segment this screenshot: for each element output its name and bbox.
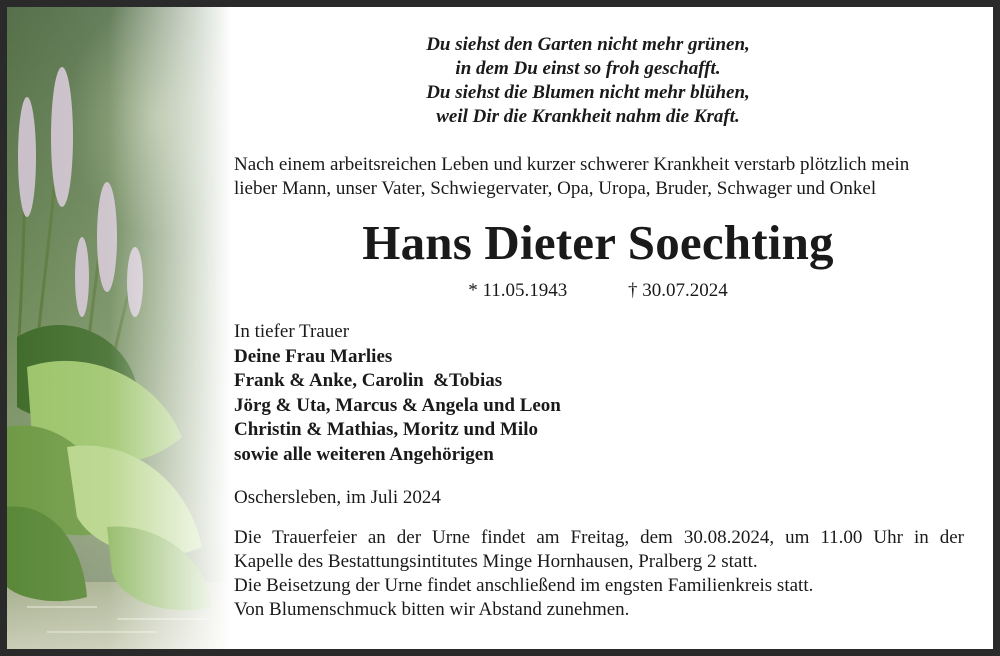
poem xyxy=(268,33,908,129)
mourners-lead: In tiefer Trauer xyxy=(234,321,350,342)
poem-line: in dem Du einst so froh geschafft. xyxy=(455,58,721,79)
mourner-line: Jörg & Uta, Marcus & Angela und Leon xyxy=(234,394,561,416)
poem-line: Du siehst den Garten nicht mehr grünen, xyxy=(426,34,750,55)
place-date: Oschersleben, im Juli 2024 xyxy=(234,487,441,508)
mourners xyxy=(234,320,834,467)
mourner-line: Deine Frau Marlies xyxy=(234,345,393,367)
birth-date: * 11.05.1943 xyxy=(468,280,568,301)
notice-line: Kapelle des Bestattungsintitutes Minge Hornhausen, Pralberg 2 statt. xyxy=(234,551,758,572)
poem-line: Du siehst die Blumen nicht mehr blühen, xyxy=(426,82,750,103)
deceased-name: Hans Dieter Soechting xyxy=(362,215,834,270)
notice-line: Die Trauerfeier an der Urne findet am Freitag, dem 30.08.2024, um 11.00 Uhr in der xyxy=(234,527,964,548)
death-date: † 30.07.2024 xyxy=(628,280,728,301)
notice-line: Die Beisetzung der Urne findet anschließend im engsten Familienkreis statt. xyxy=(234,575,814,596)
notice-line: Von Blumenschmuck bitten wir Abstand zunehmen. xyxy=(234,599,630,620)
intro-line: lieber Mann, unser Vater, Schwiegervater, Opa, Uropa, Bruder, Schwager und Onkel xyxy=(234,178,877,199)
life-dates xyxy=(228,279,968,303)
intro-text xyxy=(234,153,974,201)
funeral-notice xyxy=(234,526,964,622)
intro-line: Nach einem arbeitsreichen Leben und kurzer schwerer Krankheit verstarb plötzlich mein xyxy=(234,154,910,175)
poem-line: weil Dir die Krankheit nahm die Kraft. xyxy=(436,106,740,127)
mourner-line: Christin & Mathias, Moritz und Milo xyxy=(234,419,538,440)
mourner-line: Frank & Anke, Carolin &Tobias xyxy=(234,370,503,391)
mourner-line: sowie alle weiteren Angehörigen xyxy=(234,443,494,465)
